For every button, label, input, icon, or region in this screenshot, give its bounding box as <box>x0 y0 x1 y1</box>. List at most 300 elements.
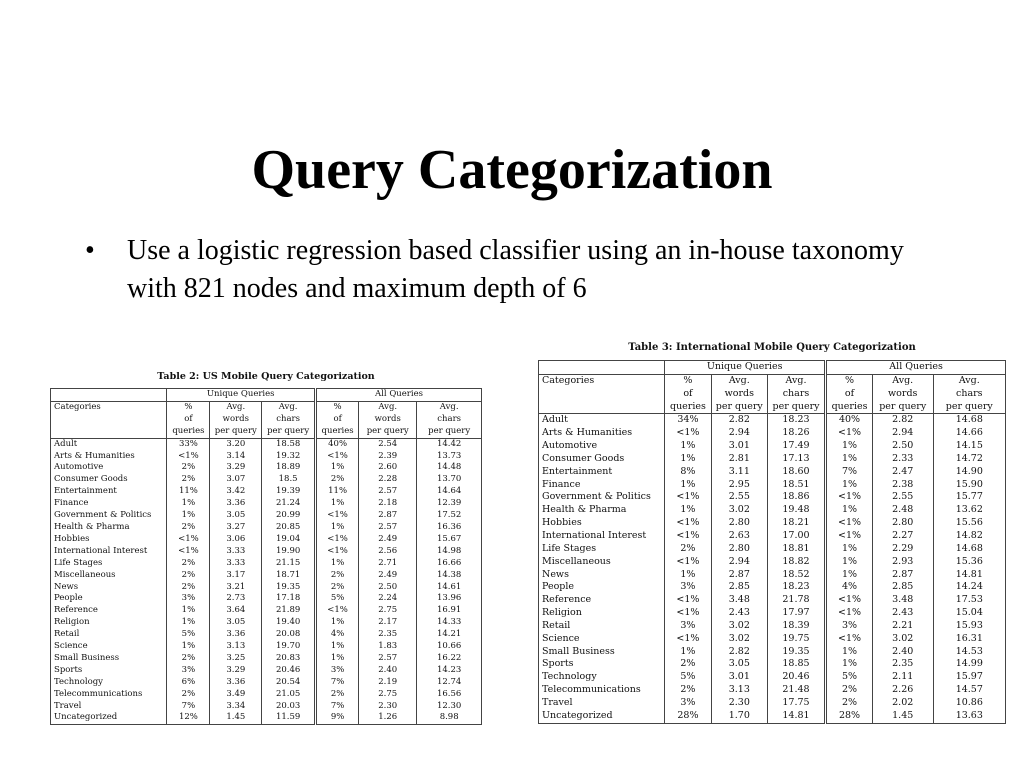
value-cell: 2.82 <box>711 646 767 659</box>
value-cell: <1% <box>316 510 359 522</box>
value-cell: 14.90 <box>933 466 1005 479</box>
table-row <box>51 486 482 498</box>
value-cell: 16.91 <box>417 605 482 617</box>
table-row <box>539 466 1006 479</box>
value-cell: 13.70 <box>417 474 482 486</box>
table-row <box>51 438 482 450</box>
value-cell: 1% <box>665 453 712 466</box>
value-cell: 3.01 <box>711 440 767 453</box>
value-cell: <1% <box>316 534 359 546</box>
category-cell: Adult <box>539 414 665 427</box>
column-header-cell: chars <box>933 388 1005 401</box>
table-row <box>51 510 482 522</box>
category-cell: Sports <box>539 658 665 671</box>
value-cell: 3.02 <box>711 633 767 646</box>
category-cell: Entertainment <box>51 486 167 498</box>
table-row <box>51 617 482 629</box>
value-cell: 1.45 <box>210 712 262 724</box>
value-cell: 2.93 <box>872 556 933 569</box>
value-cell: 18.23 <box>767 581 825 594</box>
column-header-cell: words <box>359 414 417 426</box>
value-cell: 16.66 <box>417 558 482 570</box>
value-cell: 3.05 <box>210 617 262 629</box>
value-cell: 20.85 <box>262 522 316 534</box>
category-cell: Hobbies <box>51 534 167 546</box>
value-cell: 18.85 <box>767 658 825 671</box>
column-header-cell: queries <box>316 426 359 438</box>
column-header-cell: of <box>826 388 873 401</box>
category-cell: Travel <box>51 701 167 713</box>
category-cell: Telecommunications <box>539 684 665 697</box>
value-cell: 15.36 <box>933 556 1005 569</box>
value-cell: 3.21 <box>210 582 262 594</box>
value-cell: 1.26 <box>359 712 417 724</box>
value-cell: 13.62 <box>933 504 1005 517</box>
category-cell: Science <box>539 633 665 646</box>
value-cell: 3.06 <box>210 534 262 546</box>
value-cell: <1% <box>665 594 712 607</box>
value-cell: 2.57 <box>359 653 417 665</box>
value-cell: 2.39 <box>359 451 417 463</box>
value-cell: <1% <box>665 607 712 620</box>
table-row <box>51 474 482 486</box>
value-cell: <1% <box>316 605 359 617</box>
value-cell: 19.48 <box>767 504 825 517</box>
value-cell: 2.43 <box>872 607 933 620</box>
column-header-cell: per query <box>767 401 825 414</box>
value-cell: 21.05 <box>262 689 316 701</box>
value-cell: 14.64 <box>417 486 482 498</box>
table-row <box>539 543 1006 556</box>
value-cell: 18.23 <box>767 414 825 427</box>
column-header-cell: Avg. <box>711 374 767 387</box>
value-cell: 14.42 <box>417 438 482 450</box>
value-cell: 2.55 <box>711 491 767 504</box>
value-cell: 3.64 <box>210 605 262 617</box>
value-cell: 3% <box>316 665 359 677</box>
value-cell: 3.42 <box>210 486 262 498</box>
value-cell: 2.50 <box>359 582 417 594</box>
value-cell: 2.94 <box>872 427 933 440</box>
value-cell: <1% <box>826 530 873 543</box>
value-cell: 3.29 <box>210 665 262 677</box>
category-cell: Automotive <box>51 462 167 474</box>
value-cell: 18.52 <box>767 569 825 582</box>
value-cell: 3.27 <box>210 522 262 534</box>
value-cell: 18.58 <box>262 438 316 450</box>
value-cell: 3.25 <box>210 653 262 665</box>
column-header-cell: % <box>826 374 873 387</box>
category-cell: Miscellaneous <box>539 556 665 569</box>
value-cell: 2.57 <box>359 486 417 498</box>
category-cell: Telecommunications <box>51 689 167 701</box>
value-cell: 10.66 <box>417 641 482 653</box>
column-header-cell: per query <box>711 401 767 414</box>
value-cell: 14.21 <box>417 629 482 641</box>
value-cell: 15.56 <box>933 517 1005 530</box>
value-cell: 2.85 <box>872 581 933 594</box>
value-cell: 2.26 <box>872 684 933 697</box>
value-cell: 2.56 <box>359 546 417 558</box>
value-cell: 18.89 <box>262 462 316 474</box>
value-cell: 1% <box>665 479 712 492</box>
value-cell: 14.48 <box>417 462 482 474</box>
table-row <box>51 498 482 510</box>
category-cell: Health & Pharma <box>51 522 167 534</box>
bullet-text: Use a logistic regression based classifier using an in-house taxonomy with 821 nodes and maximum depth of 6 <box>127 235 904 304</box>
value-cell: 2% <box>167 462 210 474</box>
value-cell: 3% <box>665 581 712 594</box>
table-row <box>51 570 482 582</box>
table-row <box>539 479 1006 492</box>
category-cell: Religion <box>539 607 665 620</box>
value-cell: 2.57 <box>359 522 417 534</box>
value-cell: 21.78 <box>767 594 825 607</box>
column-header-row <box>51 414 482 426</box>
table-row <box>51 701 482 713</box>
value-cell: <1% <box>826 517 873 530</box>
value-cell: 13.96 <box>417 593 482 605</box>
category-cell: Hobbies <box>539 517 665 530</box>
value-cell: 1% <box>316 462 359 474</box>
value-cell: <1% <box>826 491 873 504</box>
value-cell: 14.72 <box>933 453 1005 466</box>
value-cell: 2% <box>167 474 210 486</box>
category-cell: People <box>51 593 167 605</box>
value-cell: 13.63 <box>933 710 1005 723</box>
value-cell: 18.71 <box>262 570 316 582</box>
column-header-cell: per query <box>359 426 417 438</box>
value-cell: 2.95 <box>711 479 767 492</box>
value-cell: 3.13 <box>711 684 767 697</box>
value-cell: 2% <box>826 684 873 697</box>
value-cell: 40% <box>316 438 359 450</box>
value-cell: 7% <box>167 701 210 713</box>
value-cell: 2.48 <box>872 504 933 517</box>
value-cell: 7% <box>826 466 873 479</box>
category-cell: Arts & Humanities <box>51 451 167 463</box>
value-cell: 2.18 <box>359 498 417 510</box>
value-cell: 20.46 <box>767 671 825 684</box>
column-header-cell: per query <box>262 426 316 438</box>
value-cell: 2.87 <box>711 569 767 582</box>
value-cell: <1% <box>665 633 712 646</box>
international-categorization-table <box>538 340 1006 724</box>
value-cell: <1% <box>826 427 873 440</box>
table-row <box>539 658 1006 671</box>
value-cell: 2.21 <box>872 620 933 633</box>
value-cell: 14.24 <box>933 581 1005 594</box>
category-cell: Finance <box>51 498 167 510</box>
value-cell: 2% <box>167 582 210 594</box>
value-cell: 3.14 <box>210 451 262 463</box>
value-cell: 14.81 <box>933 569 1005 582</box>
value-cell: 2.40 <box>359 665 417 677</box>
table-row <box>539 633 1006 646</box>
value-cell: 20.46 <box>262 665 316 677</box>
category-cell: Arts & Humanities <box>539 427 665 440</box>
table-row <box>51 629 482 641</box>
value-cell: 3.05 <box>210 510 262 522</box>
value-cell: 4% <box>316 629 359 641</box>
value-cell: 1% <box>826 479 873 492</box>
category-cell: Miscellaneous <box>51 570 167 582</box>
category-cell: International Interest <box>539 530 665 543</box>
value-cell: 33% <box>167 438 210 450</box>
value-cell: <1% <box>826 594 873 607</box>
category-cell: Consumer Goods <box>51 474 167 486</box>
value-cell: 19.70 <box>262 641 316 653</box>
column-header-cell: per query <box>417 426 482 438</box>
value-cell: 3.13 <box>210 641 262 653</box>
column-header-cell: per query <box>872 401 933 414</box>
table-row <box>51 677 482 689</box>
value-cell: 21.15 <box>262 558 316 570</box>
category-cell: Uncategorized <box>51 712 167 724</box>
blank-header-cell <box>51 389 167 402</box>
value-cell: 2.49 <box>359 570 417 582</box>
value-cell: 12% <box>167 712 210 724</box>
value-cell: 2% <box>316 570 359 582</box>
value-cell: 1% <box>826 440 873 453</box>
bullet-dot-icon: • <box>85 235 95 266</box>
value-cell: 3.02 <box>711 504 767 517</box>
category-cell: Finance <box>539 479 665 492</box>
value-cell: 2.80 <box>711 543 767 556</box>
value-cell: 1% <box>665 504 712 517</box>
value-cell: 2.87 <box>359 510 417 522</box>
table-row <box>51 546 482 558</box>
value-cell: 2.29 <box>872 543 933 556</box>
value-cell: 1% <box>665 646 712 659</box>
value-cell: 2.94 <box>711 556 767 569</box>
category-cell: Travel <box>539 697 665 710</box>
column-header-cell <box>51 414 167 426</box>
value-cell: 1% <box>316 617 359 629</box>
column-header-cell: Avg. <box>210 401 262 413</box>
category-cell: Science <box>51 641 167 653</box>
table-row <box>539 569 1006 582</box>
value-cell: 2.55 <box>872 491 933 504</box>
value-cell: 2.02 <box>872 697 933 710</box>
value-cell: 3.02 <box>872 633 933 646</box>
value-cell: 1% <box>167 617 210 629</box>
value-cell: 2.94 <box>711 427 767 440</box>
category-cell: Religion <box>51 617 167 629</box>
category-cell: Retail <box>51 629 167 641</box>
category-cell: International Interest <box>51 546 167 558</box>
value-cell: 17.13 <box>767 453 825 466</box>
value-cell: 21.24 <box>262 498 316 510</box>
data-table <box>538 360 1006 724</box>
value-cell: 2% <box>665 684 712 697</box>
value-cell: 15.97 <box>933 671 1005 684</box>
value-cell: 20.08 <box>262 629 316 641</box>
value-cell: 14.61 <box>417 582 482 594</box>
value-cell: <1% <box>665 517 712 530</box>
table-row <box>51 522 482 534</box>
table-row <box>539 684 1006 697</box>
value-cell: 3.48 <box>872 594 933 607</box>
column-header-cell: Categories <box>51 401 167 413</box>
value-cell: <1% <box>665 556 712 569</box>
value-cell: 14.68 <box>933 414 1005 427</box>
value-cell: 2.35 <box>359 629 417 641</box>
value-cell: 3.11 <box>711 466 767 479</box>
value-cell: 3.36 <box>210 677 262 689</box>
value-cell: 34% <box>665 414 712 427</box>
value-cell: 2.27 <box>872 530 933 543</box>
category-cell: Adult <box>51 438 167 450</box>
value-cell: 14.57 <box>933 684 1005 697</box>
bullet-item <box>85 232 955 308</box>
value-cell: 2.81 <box>711 453 767 466</box>
value-cell: 5% <box>826 671 873 684</box>
value-cell: 14.23 <box>417 665 482 677</box>
value-cell: 28% <box>665 710 712 723</box>
table-body <box>51 438 482 725</box>
value-cell: 1% <box>826 543 873 556</box>
column-header-row <box>539 374 1006 387</box>
value-cell: 17.18 <box>262 593 316 605</box>
value-cell: 20.83 <box>262 653 316 665</box>
value-cell: 2.85 <box>711 581 767 594</box>
column-header-cell: per query <box>933 401 1005 414</box>
value-cell: 6% <box>167 677 210 689</box>
value-cell: 3.20 <box>210 438 262 450</box>
value-cell: 15.04 <box>933 607 1005 620</box>
column-header-cell: % <box>167 401 210 413</box>
column-header-cell <box>539 401 665 414</box>
value-cell: 18.51 <box>767 479 825 492</box>
value-cell: 2% <box>316 474 359 486</box>
column-header-cell: of <box>167 414 210 426</box>
value-cell: 7% <box>316 701 359 713</box>
data-table <box>50 388 482 725</box>
value-cell: 17.49 <box>767 440 825 453</box>
group-header-row <box>539 361 1006 375</box>
value-cell: 8% <box>665 466 712 479</box>
value-cell: 16.31 <box>933 633 1005 646</box>
value-cell: 1% <box>316 558 359 570</box>
value-cell: 19.39 <box>262 486 316 498</box>
value-cell: 2.40 <box>872 646 933 659</box>
value-cell: 3.36 <box>210 629 262 641</box>
table-row <box>51 641 482 653</box>
value-cell: 2% <box>167 689 210 701</box>
value-cell: 1% <box>826 658 873 671</box>
column-header-cell: queries <box>665 401 712 414</box>
value-cell: 1% <box>316 653 359 665</box>
value-cell: 2% <box>167 558 210 570</box>
category-cell: News <box>539 569 665 582</box>
table-row <box>51 462 482 474</box>
value-cell: 19.90 <box>262 546 316 558</box>
value-cell: 1% <box>316 498 359 510</box>
column-header-cell: queries <box>167 426 210 438</box>
value-cell: 18.86 <box>767 491 825 504</box>
column-header-cell <box>51 426 167 438</box>
value-cell: 3.02 <box>711 620 767 633</box>
value-cell: 19.75 <box>767 633 825 646</box>
table-caption: Table 3: International Mobile Query Categorization <box>628 342 916 353</box>
value-cell: <1% <box>316 451 359 463</box>
value-cell: 5% <box>316 593 359 605</box>
table-row <box>539 607 1006 620</box>
value-cell: 15.93 <box>933 620 1005 633</box>
column-header-row <box>539 388 1006 401</box>
value-cell: 9% <box>316 712 359 724</box>
value-cell: 3.36 <box>210 498 262 510</box>
value-cell: 16.22 <box>417 653 482 665</box>
category-cell: Reference <box>539 594 665 607</box>
category-cell: Life Stages <box>51 558 167 570</box>
value-cell: 2.33 <box>872 453 933 466</box>
table-row <box>539 427 1006 440</box>
column-header-cell: chars <box>262 414 316 426</box>
value-cell: 10.86 <box>933 697 1005 710</box>
value-cell: 3.29 <box>210 462 262 474</box>
table-row <box>539 440 1006 453</box>
table-row <box>51 582 482 594</box>
value-cell: 19.35 <box>262 582 316 594</box>
value-cell: 15.77 <box>933 491 1005 504</box>
column-header-cell: Avg. <box>417 401 482 413</box>
value-cell: 14.53 <box>933 646 1005 659</box>
table-row <box>539 556 1006 569</box>
category-cell: Technology <box>51 677 167 689</box>
table-row <box>51 689 482 701</box>
table-row <box>51 593 482 605</box>
value-cell: <1% <box>826 607 873 620</box>
column-header-cell: Avg. <box>933 374 1005 387</box>
value-cell: 18.81 <box>767 543 825 556</box>
value-cell: 1% <box>167 605 210 617</box>
value-cell: 14.82 <box>933 530 1005 543</box>
value-cell: 16.36 <box>417 522 482 534</box>
value-cell: 2.30 <box>359 701 417 713</box>
value-cell: 3% <box>665 697 712 710</box>
value-cell: 2.35 <box>872 658 933 671</box>
table-row <box>51 605 482 617</box>
group-header-row <box>51 389 482 402</box>
table-row <box>51 712 482 724</box>
value-cell: 3.34 <box>210 701 262 713</box>
value-cell: 1% <box>826 556 873 569</box>
column-header-cell: words <box>210 414 262 426</box>
value-cell: 13.73 <box>417 451 482 463</box>
table-row <box>539 581 1006 594</box>
value-cell: 2% <box>826 697 873 710</box>
value-cell: 18.26 <box>767 427 825 440</box>
value-cell: 1.83 <box>359 641 417 653</box>
column-header-cell: of <box>316 414 359 426</box>
table-row <box>539 620 1006 633</box>
slide-title: Query Categorization <box>251 138 773 201</box>
value-cell: 19.32 <box>262 451 316 463</box>
blank-header-cell <box>539 361 665 375</box>
table-row <box>539 697 1006 710</box>
value-cell: 3% <box>167 593 210 605</box>
value-cell: <1% <box>826 633 873 646</box>
category-cell: News <box>51 582 167 594</box>
value-cell: 14.98 <box>417 546 482 558</box>
column-header-cell: Categories <box>539 374 665 387</box>
value-cell: 18.60 <box>767 466 825 479</box>
value-cell: 12.74 <box>417 677 482 689</box>
value-cell: 8.98 <box>417 712 482 724</box>
value-cell: 40% <box>826 414 873 427</box>
